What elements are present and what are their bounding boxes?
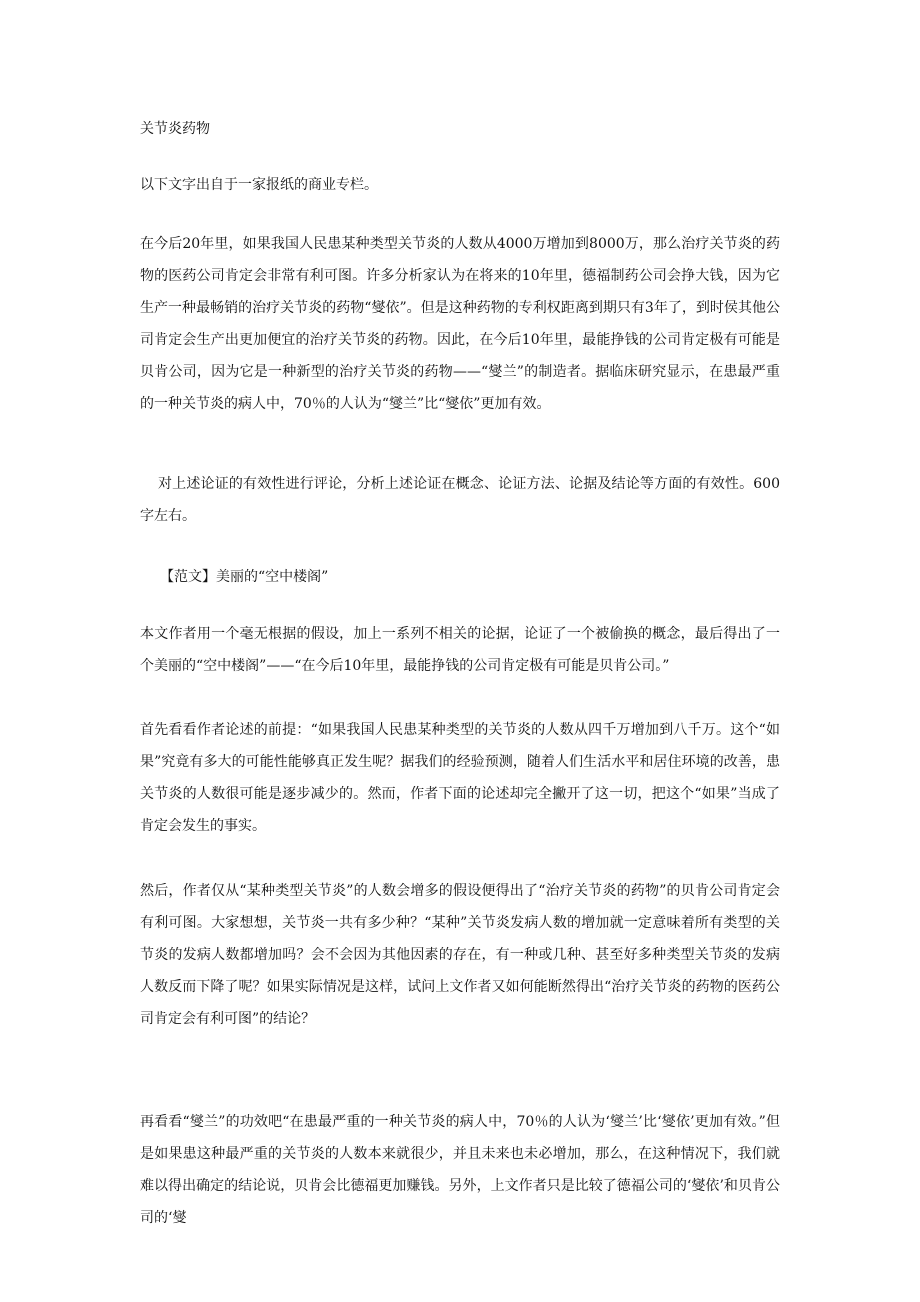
intro-line: 以下文字出自于一家报纸的商业专栏。 [140,177,378,193]
essay-paragraph-4: 再看看“燮兰”的功效吧“在患最严重的一种关节炎的病人中，70％的人认为‘燮兰’比‘燮依’更加有效。”但是如果患这种最严重的关节炎的人数本来就很少，并且未来也未必增加，那么，在这种情况下，我们就难以得出确定的结论说，贝肯会比德福更加赚钱。另外，上文作者只是比较了德福公司的‘燮依’和贝肯公司的‘燮 [140,1114,780,1226]
document-title: 关节炎药物 [140,121,210,137]
essay-paragraph-3: 然后，作者仅从“某种类型关节炎”的人数会增多的假设便得出了“治疗关节炎的药物”的贝肯公司肯定会有利可图。大家想想，关节炎一共有多少种？“某种”关节炎发病人数的增加就一定意味着所有类型的关节炎的发病人数都增加吗？会不会因为其他因素的存在，有一种或几种、甚至好多种类型关节炎的发病人数反而下降了呢？如果实际情况是这样，试问上文作者又如何能断然得出“治疗关节炎的药物的医药公司肯定会有利可图”的结论？ [140,883,780,1027]
essay-paragraph-1: 本文作者用一个毫无根据的假设，加上一系列不相关的论据，论证了一个被偷换的概念，最后得出了一个美丽的“空中楼阁”——“在今后10年里，最能挣钱的公司肯定极有可能是贝肯公司。” [140,626,780,674]
task-paragraph: 对上述论证的有效性进行评论，分析上述论证在概念、论证方法、论据及结论等方面的有效性。600字左右。 [140,476,780,524]
essay-heading: 【范文】美丽的“空中楼阁” [160,569,329,585]
essay-paragraph-2: 首先看看作者论述的前提：“如果我国人民患某种类型的关节炎的人数从四千万增加到八千万。这个“如果”究竟有多大的可能性能够真正发生呢？据我们的经验预测，随着人们生活水平和居住环境的改善，患关节炎的人数很可能是逐步减少的。然而，作者下面的论述却完全撇开了这一切，把这个“如果”当成了肯定会发生的事实。 [140,722,780,834]
passage-paragraph: 在今后20年里，如果我国人民患某种类型关节炎的人数从4000万增加到8000万，那么治疗关节炎的药物的医药公司肯定会非常有利可图。许多分析家认为在将来的10年里，德福制药公司会挣大钱，因为它生产一种最畅销的治疗关节炎的药物“燮依”。但是这种药物的专利权距离到期只有3年了，到时侯其他公司肯定会生产出更加便宜的治疗关节炎的药物。因此，在今后10年里，最能挣钱的公司肯定极有可能是贝肯公司，因为它是一种新型的治疗关节炎的药物——“燮兰”的制造者。据临床研究显示，在患最严重的一种关节炎的病人中，70％的人认为“燮兰”比“燮依”更加有效。 [140,236,780,412]
